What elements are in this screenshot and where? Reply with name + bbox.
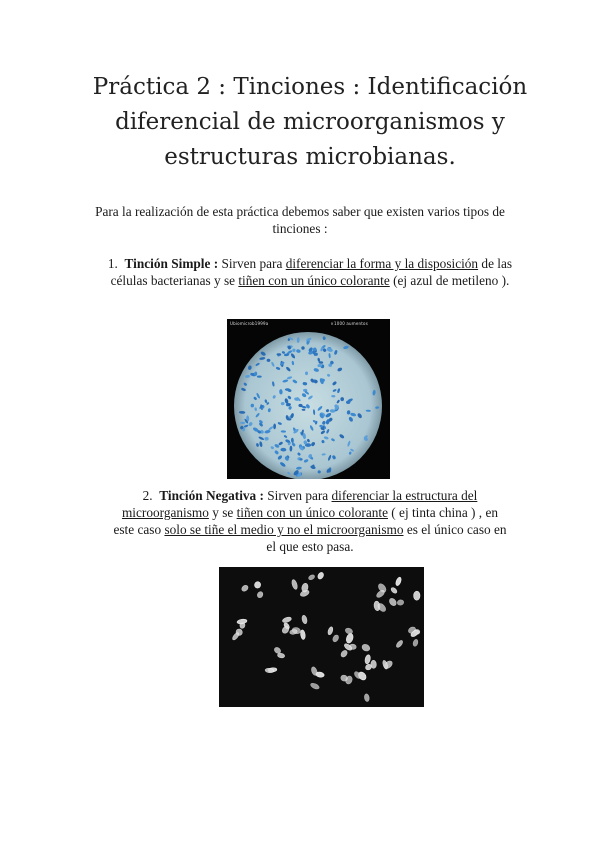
term-label: Tinción Negativa : <box>159 488 264 503</box>
text-span: de las células bacterianas y se <box>110 256 513 288</box>
list-number: 2. <box>142 488 153 503</box>
figure-caption-right: ×1000 aumentos <box>330 321 368 326</box>
list-number: 1. <box>107 256 118 271</box>
stained-cell <box>301 346 304 350</box>
underlined-span: diferenciar la estructura del microorganismo <box>121 488 478 520</box>
list-item-simple-stain <box>100 255 520 289</box>
underlined-span: tiñen con un único colorante <box>236 505 388 520</box>
negative-stain-micrograph <box>219 567 424 707</box>
text-span: y se <box>208 505 237 520</box>
stained-cell <box>257 376 262 378</box>
term-label: Tinción Simple : <box>124 256 219 271</box>
text-span: Sirven para <box>263 488 332 503</box>
intro-paragraph: Para la realización de esta práctica debemos saber que existen varios tipos de tinciones : <box>95 204 505 236</box>
blue-cells-image <box>227 319 390 479</box>
text-span: Sirven para <box>218 256 286 271</box>
underlined-span: diferenciar la forma y la disposición <box>285 256 479 271</box>
text-span: (ej azul de metileno ). <box>389 273 510 288</box>
stained-cell <box>240 422 245 424</box>
text-span: ( ej tinta china ) , en este caso <box>113 505 499 537</box>
page-title: Práctica 2 : Tinciones : Identificación diferencial de microorganismos y estructuras microbianas. <box>92 74 528 170</box>
white-cells-image <box>219 567 424 707</box>
text-span: es el único caso en el que esto pasa. <box>266 522 507 554</box>
underlined-span: tiñen con un único colorante <box>238 273 390 288</box>
simple-stain-micrograph <box>227 319 390 479</box>
unstained-cell <box>414 591 421 600</box>
list-item-negative-stain <box>110 487 510 555</box>
stained-cell <box>346 401 350 404</box>
figure-caption-left: Ubiomicrob1999a <box>230 321 269 326</box>
underlined-span: solo se tiñe el medio y no el microorganismo <box>164 522 404 537</box>
